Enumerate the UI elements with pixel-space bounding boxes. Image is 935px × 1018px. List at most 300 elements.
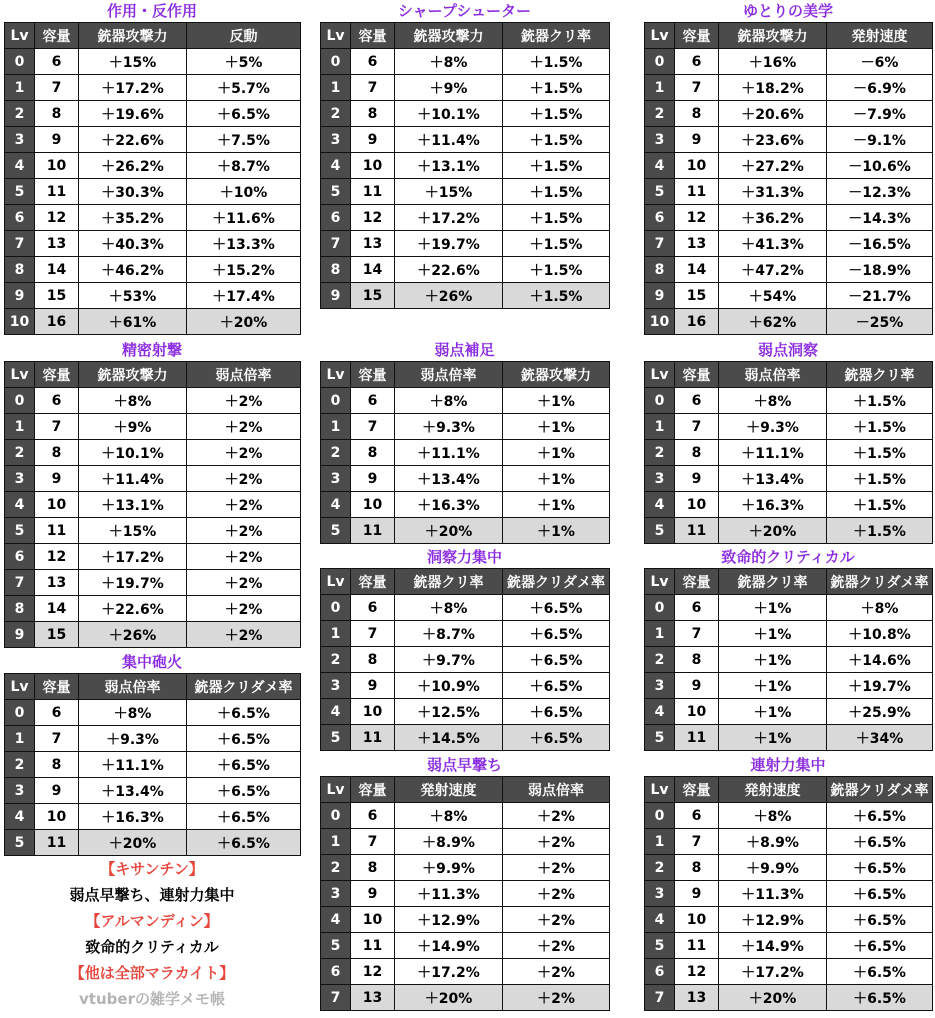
column-header: 銃器攻撃力 [79, 23, 187, 49]
table-row [321, 388, 610, 414]
value-cell: ＋46.2% [79, 257, 187, 283]
value-cell: 7 [675, 75, 719, 101]
column-header: Lv [321, 777, 351, 803]
column-header: 銃器クリ率 [827, 362, 933, 388]
value-cell: ＋1% [719, 621, 827, 647]
table-row [645, 440, 933, 466]
table-row [321, 179, 610, 205]
value-cell: 8 [351, 647, 395, 673]
value-cell: ＋8% [395, 49, 503, 75]
column-header: 銃器クリダメ率 [827, 569, 933, 595]
stats-table [644, 568, 933, 751]
level-cell: 1 [5, 75, 35, 101]
value-cell: ＋17.2% [79, 544, 187, 570]
value-cell: ＋2% [187, 466, 301, 492]
value-cell: ＋1.5% [827, 440, 933, 466]
table-title: 弱点洞察 [757, 341, 818, 359]
value-cell: ＋11.1% [79, 752, 187, 778]
table-row [321, 959, 610, 985]
stats-table [4, 673, 301, 856]
table-row [5, 283, 301, 309]
level-cell: 4 [321, 699, 351, 725]
level-cell: 2 [645, 440, 675, 466]
value-cell: ＋1.5% [827, 466, 933, 492]
value-cell: 13 [35, 231, 79, 257]
table-row [5, 466, 301, 492]
table-block-7 [644, 546, 932, 751]
value-cell: ＋22.6% [79, 596, 187, 622]
value-cell: ＋2% [503, 803, 610, 829]
stats-table [644, 361, 933, 544]
table-row [5, 257, 301, 283]
level-cell: 5 [645, 179, 675, 205]
value-cell: 10 [35, 492, 79, 518]
table-row [321, 621, 610, 647]
value-cell: 9 [675, 673, 719, 699]
value-cell: 12 [675, 205, 719, 231]
value-cell: 8 [351, 440, 395, 466]
column-header: 容量 [675, 569, 719, 595]
value-cell: ＋11.6% [187, 205, 301, 231]
value-cell: ＋8.9% [395, 829, 503, 855]
value-cell: 15 [675, 283, 719, 309]
value-cell: ＋1.5% [503, 231, 610, 257]
level-cell: 7 [5, 570, 35, 596]
value-cell: ＋1% [719, 647, 827, 673]
column-header: 発射速度 [719, 777, 827, 803]
value-cell: ＋2% [187, 518, 301, 544]
value-cell: ＋2% [187, 388, 301, 414]
value-cell: 7 [675, 414, 719, 440]
table-row [5, 205, 301, 231]
table-row [645, 518, 933, 544]
level-cell: 8 [645, 257, 675, 283]
table-row [321, 49, 610, 75]
value-cell: ＋15.2% [187, 257, 301, 283]
value-cell: ＋34% [827, 725, 933, 751]
value-cell: ＋13.3% [187, 231, 301, 257]
value-cell: 10 [35, 153, 79, 179]
value-cell: ＋15% [79, 518, 187, 544]
column-header: 銃器クリダメ率 [827, 777, 933, 803]
column-header: 容量 [35, 674, 79, 700]
table-row [321, 440, 610, 466]
table-row [645, 466, 933, 492]
value-cell: ＋17.4% [187, 283, 301, 309]
value-cell: 9 [35, 778, 79, 804]
value-cell: ＋27.2% [719, 153, 827, 179]
value-cell: 11 [351, 725, 395, 751]
table-row [645, 595, 933, 621]
level-cell: 10 [5, 309, 35, 335]
table-title: ゆとりの美学 [742, 2, 833, 20]
value-cell: ＋6.5% [187, 726, 301, 752]
level-cell: 2 [321, 855, 351, 881]
value-cell: －10.6% [827, 153, 933, 179]
value-cell: ＋1% [719, 595, 827, 621]
stats-table [4, 361, 301, 648]
stats-table [320, 361, 610, 544]
value-cell: ＋14.9% [719, 933, 827, 959]
value-cell: ＋17.2% [395, 959, 503, 985]
column-header: 容量 [351, 362, 395, 388]
value-cell: 14 [35, 596, 79, 622]
value-cell: ＋6.5% [187, 101, 301, 127]
table-row [321, 699, 610, 725]
column-header: 反動 [187, 23, 301, 49]
table-row [321, 492, 610, 518]
value-cell: ＋8.7% [395, 621, 503, 647]
header-row [321, 23, 610, 49]
level-cell: 6 [321, 959, 351, 985]
value-cell: ＋62% [719, 309, 827, 335]
level-cell: 6 [645, 959, 675, 985]
value-cell: ＋1.5% [503, 101, 610, 127]
level-cell: 9 [321, 283, 351, 309]
almandine-mods: 致命的クリティカル [85, 938, 219, 956]
level-cell: 6 [645, 205, 675, 231]
level-cell: 5 [645, 933, 675, 959]
level-cell: 2 [5, 101, 35, 127]
value-cell: ＋1.5% [503, 49, 610, 75]
value-cell: －6.9% [827, 75, 933, 101]
level-cell: 3 [321, 127, 351, 153]
value-cell: ＋18.2% [719, 75, 827, 101]
level-cell: 5 [645, 725, 675, 751]
level-cell: 5 [5, 830, 35, 856]
column-header: 銃器クリダメ率 [503, 569, 610, 595]
value-cell: ＋9.3% [719, 414, 827, 440]
value-cell: 11 [351, 518, 395, 544]
column-header: 弱点倍率 [187, 362, 301, 388]
value-cell: ＋8% [395, 388, 503, 414]
value-cell: 11 [35, 830, 79, 856]
table-row [321, 518, 610, 544]
value-cell: 16 [35, 309, 79, 335]
column-header: Lv [5, 674, 35, 700]
table-block-2 [644, 0, 932, 335]
level-cell: 10 [645, 309, 675, 335]
level-cell: 3 [321, 466, 351, 492]
level-cell: 5 [321, 725, 351, 751]
table-row [321, 985, 610, 1011]
value-cell: ＋19.7% [395, 231, 503, 257]
value-cell: 12 [675, 959, 719, 985]
value-cell: ＋22.6% [79, 127, 187, 153]
value-cell: ＋2% [187, 570, 301, 596]
level-cell: 3 [645, 881, 675, 907]
table-row [5, 804, 301, 830]
column-header: 容量 [351, 569, 395, 595]
kisanchin-mods: 弱点早撃ち、連射力集中 [69, 886, 235, 904]
table-row [5, 75, 301, 101]
table-row [645, 855, 933, 881]
value-cell: 10 [35, 804, 79, 830]
value-cell: 9 [675, 881, 719, 907]
table-row [645, 231, 933, 257]
stats-table [320, 22, 610, 309]
table-row [321, 673, 610, 699]
value-cell: ＋2% [503, 985, 610, 1011]
value-cell: 10 [351, 153, 395, 179]
table-row [321, 231, 610, 257]
value-cell: ＋1% [719, 699, 827, 725]
watermark: vtuberの雑学メモ帳 [79, 990, 225, 1008]
level-cell: 1 [5, 726, 35, 752]
column-header: Lv [645, 362, 675, 388]
table-block-6 [320, 546, 609, 751]
value-cell: 10 [351, 699, 395, 725]
level-cell: 5 [321, 518, 351, 544]
table-row [321, 414, 610, 440]
column-header: Lv [321, 23, 351, 49]
value-cell: －18.9% [827, 257, 933, 283]
value-cell: ＋11.3% [719, 881, 827, 907]
value-cell: ＋17.2% [395, 205, 503, 231]
value-cell: 11 [35, 518, 79, 544]
value-cell: ＋5% [187, 49, 301, 75]
value-cell: ＋2% [503, 829, 610, 855]
table-title: 弱点早撃ち [426, 756, 502, 774]
table-row [645, 309, 933, 335]
value-cell: ＋8% [719, 388, 827, 414]
value-cell: ＋35.2% [79, 205, 187, 231]
value-cell: ＋14.5% [395, 725, 503, 751]
level-cell: 4 [645, 153, 675, 179]
level-cell: 1 [321, 829, 351, 855]
header-row [5, 674, 301, 700]
table-row [5, 570, 301, 596]
table-title: 連射力集中 [750, 756, 826, 774]
table-title: 洞察力集中 [426, 548, 502, 566]
value-cell: ＋16.3% [79, 804, 187, 830]
value-cell: ＋11.4% [79, 466, 187, 492]
table-row [645, 283, 933, 309]
stats-table [644, 22, 933, 335]
value-cell: 14 [351, 257, 395, 283]
column-header: Lv [645, 777, 675, 803]
value-cell: ＋11.4% [395, 127, 503, 153]
value-cell: －7.9% [827, 101, 933, 127]
value-cell: 11 [675, 518, 719, 544]
value-cell: ＋15% [79, 49, 187, 75]
value-cell: 6 [351, 595, 395, 621]
value-cell: 9 [351, 673, 395, 699]
level-cell: 6 [5, 205, 35, 231]
table-row [645, 49, 933, 75]
value-cell: ＋1% [503, 388, 610, 414]
value-cell: －12.3% [827, 179, 933, 205]
value-cell: 8 [675, 855, 719, 881]
level-cell: 8 [5, 257, 35, 283]
level-cell: 3 [645, 673, 675, 699]
table-block-4 [320, 339, 609, 544]
column-header: 銃器クリダメ率 [187, 674, 301, 700]
value-cell: ＋13.1% [79, 492, 187, 518]
table-row [5, 49, 301, 75]
column-header: Lv [645, 569, 675, 595]
value-cell: 7 [351, 621, 395, 647]
header-row [321, 569, 610, 595]
value-cell: 8 [35, 752, 79, 778]
table-row [645, 959, 933, 985]
value-cell: ＋12.9% [395, 907, 503, 933]
table-row [645, 492, 933, 518]
level-cell: 1 [645, 414, 675, 440]
value-cell: ＋20% [187, 309, 301, 335]
value-cell: ＋8% [719, 803, 827, 829]
value-cell: 7 [675, 621, 719, 647]
level-cell: 4 [645, 699, 675, 725]
level-cell: 2 [321, 101, 351, 127]
table-row [5, 388, 301, 414]
column-header: 銃器攻撃力 [395, 23, 503, 49]
value-cell: 7 [351, 414, 395, 440]
value-cell: ＋25.9% [827, 699, 933, 725]
table-row [645, 205, 933, 231]
value-cell: 6 [35, 49, 79, 75]
table-row [645, 725, 933, 751]
level-cell: 3 [321, 673, 351, 699]
value-cell: ＋1.5% [503, 75, 610, 101]
value-cell: ＋9.3% [395, 414, 503, 440]
value-cell: ＋10.1% [79, 440, 187, 466]
table-row [645, 75, 933, 101]
value-cell: ＋23.6% [719, 127, 827, 153]
value-cell: 12 [351, 959, 395, 985]
column-header: 銃器クリ率 [503, 23, 610, 49]
value-cell: ＋22.6% [395, 257, 503, 283]
value-cell: －6% [827, 49, 933, 75]
level-cell: 0 [321, 388, 351, 414]
value-cell: ＋2% [187, 622, 301, 648]
table-row [321, 933, 610, 959]
value-cell: ＋6.5% [827, 933, 933, 959]
value-cell: 8 [675, 440, 719, 466]
value-cell: ＋6.5% [827, 985, 933, 1011]
value-cell: 12 [35, 544, 79, 570]
table-block-3 [4, 339, 300, 648]
level-cell: 3 [321, 881, 351, 907]
value-cell: ＋8.9% [719, 829, 827, 855]
value-cell: 10 [675, 699, 719, 725]
value-cell: ＋1.5% [503, 153, 610, 179]
value-cell: ＋13.4% [395, 466, 503, 492]
value-cell: ＋1.5% [503, 205, 610, 231]
table-row [645, 803, 933, 829]
value-cell: 15 [35, 283, 79, 309]
value-cell: －9.1% [827, 127, 933, 153]
kisanchin-label: 【キサンチン】 [100, 860, 204, 878]
value-cell: ＋11.3% [395, 881, 503, 907]
value-cell: ＋1% [503, 518, 610, 544]
value-cell: ＋1.5% [503, 179, 610, 205]
value-cell: 11 [351, 179, 395, 205]
value-cell: ＋61% [79, 309, 187, 335]
level-cell: 0 [645, 803, 675, 829]
value-cell: ＋1.5% [827, 518, 933, 544]
value-cell: 10 [675, 153, 719, 179]
table-row [645, 127, 933, 153]
value-cell: ＋9% [79, 414, 187, 440]
table-row [321, 127, 610, 153]
value-cell: ＋10% [187, 179, 301, 205]
table-title: 集中砲火 [121, 653, 182, 671]
level-cell: 1 [645, 621, 675, 647]
value-cell: 13 [675, 985, 719, 1011]
value-cell: ＋19.7% [79, 570, 187, 596]
table-row [321, 855, 610, 881]
value-cell: ＋1% [503, 492, 610, 518]
value-cell: ＋40.3% [79, 231, 187, 257]
level-cell: 3 [5, 127, 35, 153]
value-cell: ＋6.5% [187, 700, 301, 726]
level-cell: 6 [5, 544, 35, 570]
level-cell: 0 [5, 700, 35, 726]
gem-notes [4, 856, 300, 1012]
value-cell: 7 [35, 726, 79, 752]
table-row [645, 933, 933, 959]
column-header: 容量 [675, 23, 719, 49]
value-cell: ＋17.2% [719, 959, 827, 985]
header-row [5, 362, 301, 388]
level-cell: 3 [645, 127, 675, 153]
value-cell: －16.5% [827, 231, 933, 257]
table-row [645, 257, 933, 283]
column-header: 発射速度 [827, 23, 933, 49]
column-header: Lv [5, 362, 35, 388]
level-cell: 3 [645, 466, 675, 492]
level-cell: 0 [321, 595, 351, 621]
value-cell: ＋13.4% [719, 466, 827, 492]
table-row [321, 829, 610, 855]
value-cell: ＋1.5% [827, 414, 933, 440]
value-cell: ＋36.2% [719, 205, 827, 231]
value-cell: ＋7.5% [187, 127, 301, 153]
table-row [645, 699, 933, 725]
table-row [5, 440, 301, 466]
level-cell: 8 [5, 596, 35, 622]
level-cell: 0 [321, 803, 351, 829]
value-cell: ＋2% [503, 855, 610, 881]
value-cell: 9 [675, 466, 719, 492]
level-cell: 2 [5, 752, 35, 778]
value-cell: ＋26.2% [79, 153, 187, 179]
column-header: 容量 [35, 362, 79, 388]
level-cell: 2 [321, 647, 351, 673]
value-cell: ＋16.3% [395, 492, 503, 518]
header-row [645, 362, 933, 388]
table-row [645, 829, 933, 855]
level-cell: 3 [5, 466, 35, 492]
column-header: 銃器クリ率 [395, 569, 503, 595]
value-cell: ＋20% [719, 985, 827, 1011]
table-row [321, 907, 610, 933]
column-header: 発射速度 [395, 777, 503, 803]
level-cell: 0 [5, 49, 35, 75]
value-cell: ＋1.5% [827, 492, 933, 518]
value-cell: 11 [675, 933, 719, 959]
table-row [645, 907, 933, 933]
level-cell: 6 [321, 205, 351, 231]
header-row [321, 362, 610, 388]
value-cell: 15 [35, 622, 79, 648]
value-cell: ＋20% [79, 830, 187, 856]
others-label: 【他は全部マラカイト】 [69, 964, 235, 982]
value-cell: ＋6.5% [187, 752, 301, 778]
column-header: 容量 [351, 777, 395, 803]
value-cell: ＋13.4% [79, 778, 187, 804]
